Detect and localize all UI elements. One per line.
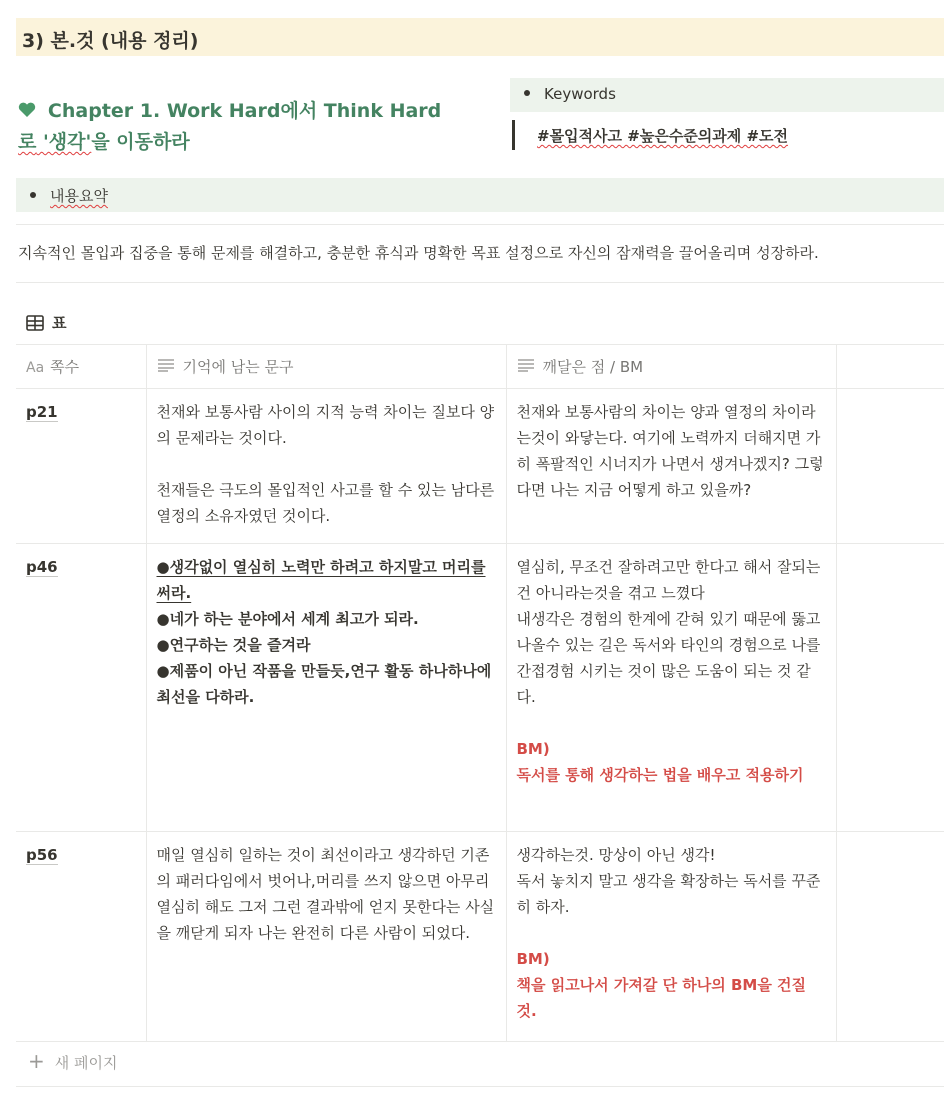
green-heart-icon bbox=[18, 102, 42, 122]
section-title: 3) 본.것 (내용 정리) bbox=[16, 18, 944, 56]
keyword-tags: #몰입적사고 #높은수준의과제 #도전 bbox=[537, 127, 789, 145]
insight-text: 생각하는것. 망상이 아닌 생각! bbox=[516, 846, 716, 864]
divider bbox=[16, 282, 944, 283]
table-row[interactable] bbox=[16, 389, 944, 544]
chapter-title-ro: 로 bbox=[18, 131, 37, 153]
phrase-text: ●제품이 아닌 작품을 만들듯,연구 활동 하나하나에 최선을 다하라. bbox=[156, 662, 492, 706]
table-header-row bbox=[16, 345, 944, 389]
column-header-label: 깨달은 점 / BM bbox=[542, 358, 644, 376]
summary-text: 지속적인 몰입과 집중을 통해 문제를 해결하고, 충분한 휴식과 명확한 목표 설정으로 자신의 잠재력을 끌어올리며 성장하라. bbox=[18, 244, 819, 262]
phrase-text: 매일 열심히 일하는 것이 최선이라고 생각하던 기존의 패러다임에서 벗어나,머리를 쓰지 않으면 아무리 열심히 해도 그저 그런 결과밖에 얻지 못한다는 사실을 깨닫게 되자 나는 완전히 다른 사람이 되었다. bbox=[156, 846, 495, 942]
keywords-label: Keywords bbox=[544, 85, 616, 103]
plus-icon: + bbox=[28, 1049, 45, 1073]
table-row[interactable] bbox=[16, 832, 944, 1042]
bullet-icon bbox=[30, 192, 36, 198]
chapter-title-rest: 을 이동하라 bbox=[91, 131, 190, 153]
chapter-title-saenggak: '생각' bbox=[36, 131, 92, 153]
table-row[interactable] bbox=[16, 544, 944, 832]
insight-text: 독서 놓치지 말고 생각을 확장하는 독서를 꾸준히 하자. bbox=[516, 872, 821, 916]
summary-toggle[interactable] bbox=[16, 178, 944, 212]
blank-line bbox=[157, 451, 496, 477]
divider bbox=[16, 224, 944, 225]
insight-text: 천재와 보통사람의 차이는 양과 열정의 차이라는것이 와닿는다. 여기에 노력까지 더해지면 가히 폭팔적인 시너지가 나면서 생겨나겠지? 그렇다면 나는 지금 어떻게 하고 있을까? bbox=[516, 403, 824, 499]
page-cell[interactable] bbox=[16, 389, 146, 544]
summary-label: 내용요약 bbox=[50, 187, 108, 205]
empty-cell[interactable] bbox=[836, 544, 944, 832]
insight-text: 내생각은 경험의 한계에 갇혀 있기 때문에 뚫고나올수 있는 길은 독서와 타인의 경험으로 나를 간접경험 시키는 것이 많은 도움이 되는 것 같다. bbox=[516, 610, 821, 706]
bm-text: 독서를 통해 생각하는 법을 배우고 적용하기 bbox=[516, 766, 804, 784]
phrase-text: 천재와 보통사람 사이의 지적 능력 차이는 질보다 양의 문제라는 것이다. bbox=[156, 403, 495, 447]
phrase-text: ●네가 하는 분야에서 세계 최고가 되라. bbox=[156, 610, 419, 628]
chapter-title-line1: Chapter 1. Work Hard에서 Think Hard bbox=[47, 100, 442, 122]
table-title-text: 표 bbox=[52, 314, 67, 332]
database-table bbox=[16, 344, 944, 1042]
page-link[interactable]: p56 bbox=[26, 846, 58, 864]
page-cell[interactable] bbox=[16, 832, 146, 1042]
table-icon bbox=[26, 315, 44, 331]
new-page-button[interactable] bbox=[28, 1050, 118, 1074]
keywords-toggle[interactable] bbox=[510, 78, 944, 112]
blank-line bbox=[517, 710, 826, 736]
phrase-cell[interactable] bbox=[146, 389, 506, 544]
column-header-phrase[interactable] bbox=[146, 345, 506, 389]
insight-cell[interactable] bbox=[506, 389, 836, 544]
page-cell[interactable] bbox=[16, 544, 146, 832]
phrase-text: ●생각없이 열심히 노력만 하려고 하지말고 머리를 써라. bbox=[156, 558, 486, 602]
new-page-label: 새 페이지 bbox=[54, 1053, 118, 1072]
insight-cell[interactable] bbox=[506, 544, 836, 832]
keywords-quote bbox=[512, 120, 788, 150]
bullet-icon bbox=[524, 90, 530, 96]
table-title[interactable] bbox=[26, 312, 67, 333]
page-link[interactable]: p21 bbox=[26, 403, 58, 421]
chapter-heading bbox=[18, 96, 488, 157]
bm-label: BM) bbox=[516, 950, 550, 968]
column-header-page[interactable] bbox=[16, 345, 146, 389]
phrase-cell[interactable] bbox=[146, 544, 506, 832]
phrase-text: ●연구하는 것을 즐겨라 bbox=[156, 636, 311, 654]
column-header-label: 쪽수 bbox=[50, 358, 80, 376]
title-property-icon: Aa bbox=[26, 360, 45, 376]
text-property-icon bbox=[157, 358, 175, 376]
phrase-cell[interactable] bbox=[146, 832, 506, 1042]
column-header-insight[interactable] bbox=[506, 345, 836, 389]
column-header-empty[interactable] bbox=[836, 345, 944, 389]
column-header-label: 기억에 남는 문구 bbox=[182, 358, 294, 376]
empty-cell[interactable] bbox=[836, 832, 944, 1042]
empty-cell[interactable] bbox=[836, 389, 944, 544]
insight-cell[interactable] bbox=[506, 832, 836, 1042]
phrase-text: 천재들은 극도의 몰입적인 사고를 할 수 있는 남다른 열정의 소유자였던 것이다. bbox=[156, 481, 495, 525]
bm-text: 책을 읽고나서 가져갈 단 하나의 BM을 건질것. bbox=[516, 976, 807, 1020]
bm-label: BM) bbox=[516, 740, 550, 758]
text-property-icon bbox=[517, 358, 535, 376]
insight-text: 열심히, 무조건 잘하려고만 한다고 해서 잘되는건 아니라는것을 겪고 느꼈다 bbox=[516, 558, 821, 602]
divider bbox=[16, 1086, 944, 1087]
blank-line bbox=[517, 920, 826, 946]
page-link[interactable]: p46 bbox=[26, 558, 58, 576]
